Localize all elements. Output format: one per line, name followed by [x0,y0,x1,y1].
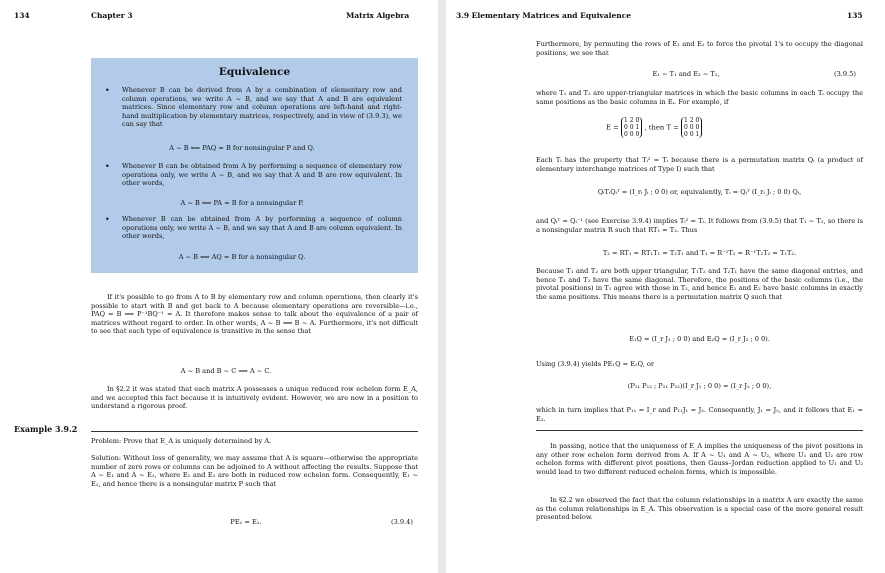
para-permute: Furthermore, by permuting the rows of E₁ and E₂ to force the pivotal 1's to occupy the diagonal positions, we see that [536,40,863,57]
matrix-t: 1 2 0 0 0 0 0 0 1 [681,117,702,138]
para-using: Using (3.9.4) yields PE₁Q = E₂Q, or [536,360,655,368]
example-problem: Problem: Prove that E_A is uniquely determined by A. [91,437,272,445]
para-upper-triangular: where T₁ and T₂ are upper-triangular matrices in which the basic columns in each Tᵢ occupy the same positions as the basic columns in Eᵢ. For example, if [536,89,863,106]
running-title-left: Matrix Algebra [346,11,410,20]
bullet-1-text: Whenever B can be derived from A by a combination of elementary row and column operations, we write A ~ B, and we say that A and B are equivalent matrices. Since elementary row and column operations are left-hand and right-hand multiplication by elementary matrices, respectively, and in view of (3.9.3), we can say that [122,86,402,129]
box-title: Equivalence [218,66,291,78]
para-idempotent: Each Tᵢ has the property that Tᵢ² = Tᵢ because there is a permutation matrix Qᵢ (a product of elementary interchange matrices of Type I) such that [536,156,863,173]
formula-pe: PE₁ = E₂. [230,518,262,526]
equivalence-box [91,58,418,273]
para-diagonal: Because T₁ and T₂ are both upper triangular, T₁T₂ and T₂T₁ have the same diagonal entries, and hence T₁ and T₂ have the same diagonal. Therefore, the positions of the basic columns (i.e., the pivotal positions) in T₁ agree with those in T₂, and hence E₁ and E₂ have basic columns in exactly the same positions. This means there is a permutation matrix Q such that [536,267,863,301]
equation-number: (3.9.4) [391,518,413,526]
running-title-right: 3.9 Elementary Matrices and Equivalence [456,11,632,20]
bullet-icon: • [105,162,110,171]
eq-3-9-5: E₁ ~ T₁ and E₂ ~ T₂, [652,70,720,78]
para-nonsingular-r: and Qᵢᵀ = Qᵢ⁻¹ (see Exercise 3.9.4) implies Tᵢ² = Tᵢ. It follows from (3.9.5) that T₁ ~ T₂, so there is a nonsingular matrix R such that RT₁ = T₂. Thus [536,217,863,234]
eq-permutation: QᵢTᵢQᵢᵀ = (I_rᵢ Jᵢ ; 0 0) or, equivalently, Tᵢ = Qᵢᵀ (I_rᵢ Jᵢ ; 0 0) Qᵢ, [597,188,802,196]
label-then-t: , then T = [644,123,679,132]
bullet-icon: • [105,215,110,224]
label-e: E = [606,123,619,132]
paragraph-equivalence: If it's possible to go from A to B by elementary row and column operations, then clearly it's possible to start with B and get back to A because elementary operations are reversible—i.e., PAQ = B ⟹ P⁻¹BQ⁻¹ = A. It therefore makes sense to talk about the equivalence of a pair of matrices without regard to order. In other words, A ~ B ⟺ B ~ A. Furthermore, it's not difficult to see that each type of equivalence is transitive in the sense that [91,293,418,336]
paragraph-rref: In §2.2 it was stated that each matrix A possesses a unique reduced row echelon form E_A, and we accepted this fact because it is intuitively evident. However, we are now in a position to understand a rigorous proof. [91,385,418,411]
bullet-2-formula: A ~ B ⟺ PA = B for a nonsingular P. [180,199,304,207]
right-page [446,0,885,573]
example-label: Example 3.9.2 [14,424,78,434]
page-number-left: 134 [14,11,30,20]
eq-eq: E₁Q = (I_r J₁ ; 0 0) and E₂Q = (I_r J₂ ; 0 0). [629,335,770,343]
equation-number: (3.9.5) [834,70,856,78]
para-column-relationships: In §2.2 we observed the fact that the column relationships in a matrix A are exactly the same as the column relationships in E_A. This observation is a special case of the more general result presented below. [536,496,863,522]
para-pivot-uniqueness: In passing, notice that the uniqueness of E_A implies the uniqueness of the pivot positions in any other row echelon form derived from A. If A ~ U₁ and A ~ U₂, where U₁ and U₂ are row echelon forms with different pivot positions, then Gauss–Jordan reduction applied to U₁ and U₂ would lead to two different reduced echelon forms, which is impossible. [536,442,863,476]
bullet-icon: • [105,86,110,95]
para-conclusion: which in turn implies that P₁₁ = I_r and P₁₁J₁ = J₂. Consequently, J₁ = J₂, and it follows that E₁ = E₂. [536,406,863,423]
bullet-3-formula: A ~ B ⟺ AQ = B for a nonsingular Q. [178,253,306,261]
example-rule-top [91,431,418,432]
example-solution: Solution: Without loss of generality, we may assume that A is square—otherwise the appropriate number of zero rows or columns can be adjoined to A without affecting the results. Suppose that A ~ E₁ and A ~ E₂, where E₁ and E₂ are both in reduced row echelon form. Consequently, E₁ ~ E₂, and hence there is a nonsingular matrix P such that [91,454,418,488]
left-page [0,0,438,573]
bullet-2-text: Whenever B can be obtained from A by performing a sequence of elementary row operations only, we write A ~ B, and we say that A and B are row equivalent. In other words, [122,162,402,188]
eq-t-relations: T₂ = RT₁ = RT₁T₁ = T₂T₁ and T₁ = R⁻¹T₂ = R⁻¹T₂T₂ = T₁T₂. [602,249,797,257]
bullet-1-formula: A ~ B ⟺ PAQ = B for nonsingular P and Q. [169,144,315,152]
chapter-header: Chapter 3 [91,11,133,20]
example-rule-bottom [536,430,863,431]
matrix-e: 1 2 0 0 0 1 0 0 0 [621,117,642,138]
bullet-3-text: Whenever B can be obtained from A by performing a sequence of column operations only, we write A ~ B, and we say that A and B are column equivalent. In other words, [122,215,402,241]
formula-transitive: A ~ B and B ~ C ⟹ A ~ C. [180,367,272,375]
example-matrices [606,117,702,138]
eq-block: (P₁₁ P₁₂ ; P₂₁ P₂₂)(I_r J₁ ; 0 0) = (I_r J₂ ; 0 0), [627,382,772,390]
page-number-right: 135 [847,11,863,20]
